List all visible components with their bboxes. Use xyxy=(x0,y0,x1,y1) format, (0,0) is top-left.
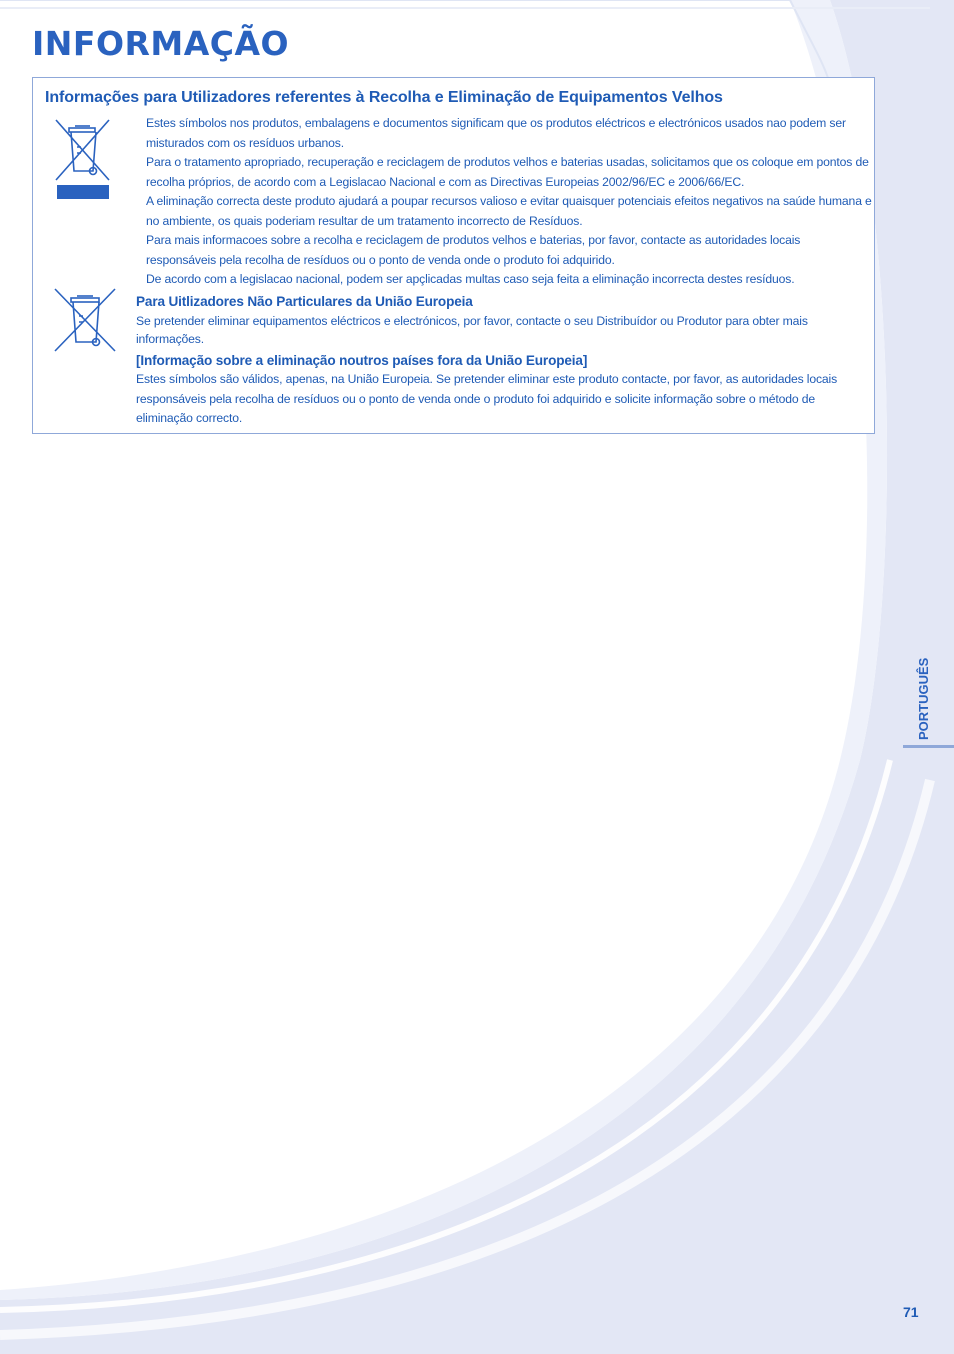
paragraph-collection: Para o tratamento apropriado, recuperação e reciclagem de produtos velhos e baterias usadas, solicitamos que os coloque em pontos de recolha próprios, de acordo com a Legislacao Nacional e com as Directivas Europeias 2002/96/EC e 2006/66/EC. xyxy=(146,155,869,189)
paragraph-more-info: Para mais informacoes sobre a recolha e reciclagem de produtos velhos e baterias, por favor, contacte as autoridades locais responsáveis pela recolha de resíduos ou o ponto de venda onde o produto foi adquirido. xyxy=(146,233,801,267)
page-number: 71 xyxy=(903,1304,919,1320)
business-users-text: Se pretender eliminar equipamentos eléctricos e electrónicos, por favor, contacte o seu Distribuídor ou Produtor para obter mais informações. xyxy=(136,313,808,346)
outside-eu-heading: [Informação sobre a eliminação noutros países fora da União Europeia] xyxy=(136,352,588,368)
crossed-out-wheelie-bin-icon xyxy=(54,288,116,354)
paragraph-disposal: A eliminação correcta deste produto ajudará a poupar recursos valioso e evitar quaisquer potenciais efeitos negativos na saúde humana e no ambiente, os quais poderiam resultar de um tratamento incorrecto de Resíduos. xyxy=(146,194,872,228)
crossed-out-wheelie-bin-with-bar-icon xyxy=(55,119,111,200)
weee-info-box xyxy=(32,77,875,434)
business-users-heading: Para Uitlizadores Não Particulares da União Europeia xyxy=(136,294,473,309)
paragraph-mixing: Estes símbolos nos produtos, embalagens e documentos significam que os produtos eléctricos e electrónicos usados nao podem ser misturados com os resíduos urbanos. xyxy=(146,116,846,150)
paragraph-penalties: De acordo com a legislacao nacional, podem ser apçlicadas multas caso seja feita a eliminação incorrecta destes resíduos. xyxy=(146,272,795,286)
outside-eu-text: Estes símbolos são válidos, apenas, na União Europeia. Se pretender eliminar este produto contacte, por favor, as autoridades locais responsáveis pela recolha de resíduos ou o ponto de venda onde o produto foi adquirido e solicite informação sobre o método de eliminação correcto. xyxy=(136,372,838,425)
disposal-info xyxy=(136,292,873,429)
weee-description xyxy=(146,114,873,290)
info-box-heading: Informações para Utilizadores referentes à Recolha e Eliminação de Equipamentos Velhos xyxy=(45,89,723,106)
language-tab-label: PORTUGUÊS xyxy=(916,657,931,740)
page-title: INFORMAÇÃO xyxy=(32,24,290,63)
